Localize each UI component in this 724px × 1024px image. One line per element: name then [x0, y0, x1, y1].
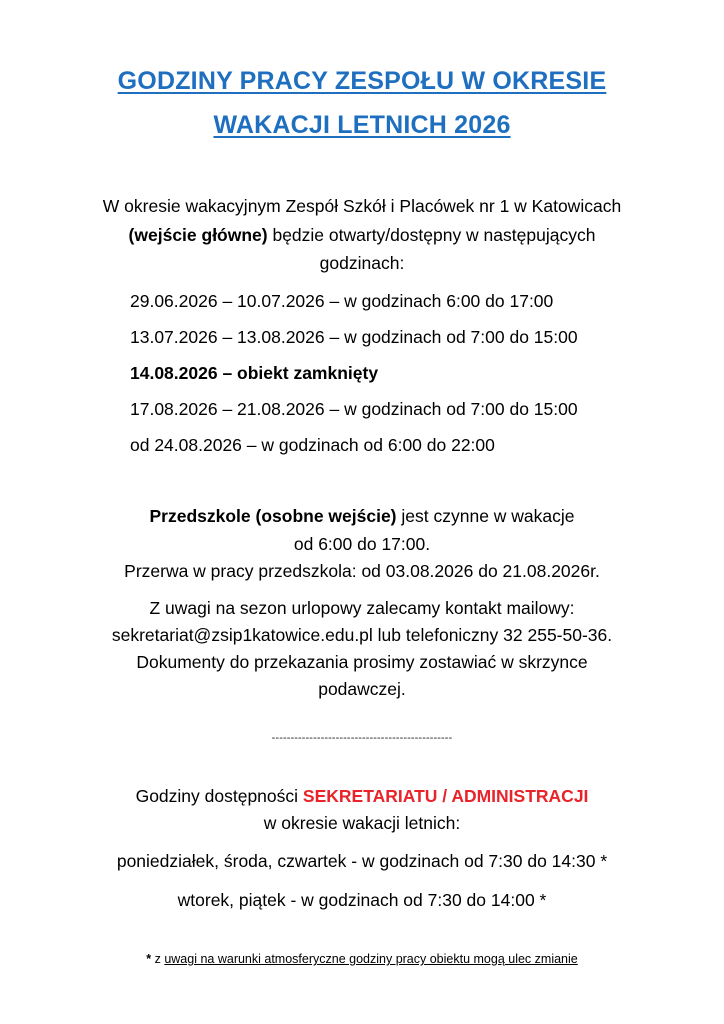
intro-line-1: W okresie wakacyjnym Zespół Szkół i Placówek nr 1 w Katowicach	[102, 196, 622, 216]
schedule-item-5: od 24.08.2026 – w godzinach od 6:00 do 22:00	[130, 435, 495, 455]
contact-line-2: sekretariat@zsip1katowice.edu.pl lub telefoniczny 32 255-50-36.	[111, 625, 613, 645]
footnote	[0, 951, 724, 967]
footnote-star: *	[146, 952, 152, 966]
preschool-label: Przedszkole (osobne wejście)	[149, 506, 397, 526]
footnote-pre: z	[151, 952, 165, 966]
preschool-line-1	[0, 503, 724, 529]
schedule-item-2: 13.07.2026 – 13.08.2026 – w godzinach od 7:00 do 15:00	[130, 327, 578, 347]
office-line-1	[0, 783, 724, 809]
title-line-2: WAKACJI LETNICH 2026	[213, 111, 511, 139]
office-line-1-pre: Godziny dostępności	[135, 786, 303, 806]
schedule-item-4: 17.08.2026 – 21.08.2026 – w godzinach od 7:00 do 15:00	[130, 399, 578, 419]
title-line-1: GODZINY PRACY ZESPOŁU W OKRESIE	[117, 67, 607, 95]
office-highlight: SEKRETARIATU / ADMINISTRACJI	[302, 786, 589, 806]
footnote-text: uwagi na warunki atmosferyczne godziny pracy obiektu mogą ulec zmianie	[164, 952, 578, 966]
contact-line-1: Z uwagi na sezon urlopowy zalecamy kontakt mailowy:	[149, 598, 575, 618]
separator-line: ------------------------------------------------	[271, 732, 453, 744]
office-hours-tue-fri: wtorek, piątek - w godzinach od 7:30 do 14:00 *	[177, 890, 547, 910]
contact-line-4: podawczej.	[318, 679, 406, 699]
contact-line-3: Dokumenty do przekazania prosimy zostawiać w skrzynce	[136, 652, 588, 672]
preschool-line-3: Przerwa w pracy przedszkola: od 03.08.2026 do 21.08.2026r.	[124, 561, 600, 581]
office-line-2: w okresie wakacji letnich:	[263, 813, 461, 833]
main-entrance-label: (wejście główne)	[128, 225, 268, 245]
intro-line-2	[0, 222, 724, 248]
schedule-item-1: 29.06.2026 – 10.07.2026 – w godzinach 6:00 do 17:00	[130, 291, 554, 311]
intro-line-2-rest: będzie otwarty/dostępny w następujących	[267, 225, 596, 245]
preschool-line-1-rest: jest czynne w wakacje	[396, 506, 575, 526]
schedule-item-3: 14.08.2026 – obiekt zamknięty	[130, 363, 379, 383]
intro-line-3: godzinach:	[319, 253, 405, 273]
preschool-line-2: od 6:00 do 17:00.	[293, 534, 431, 554]
office-hours-mon-wed-thu: poniedziałek, środa, czwartek - w godzinach od 7:30 do 14:30 *	[116, 851, 608, 871]
